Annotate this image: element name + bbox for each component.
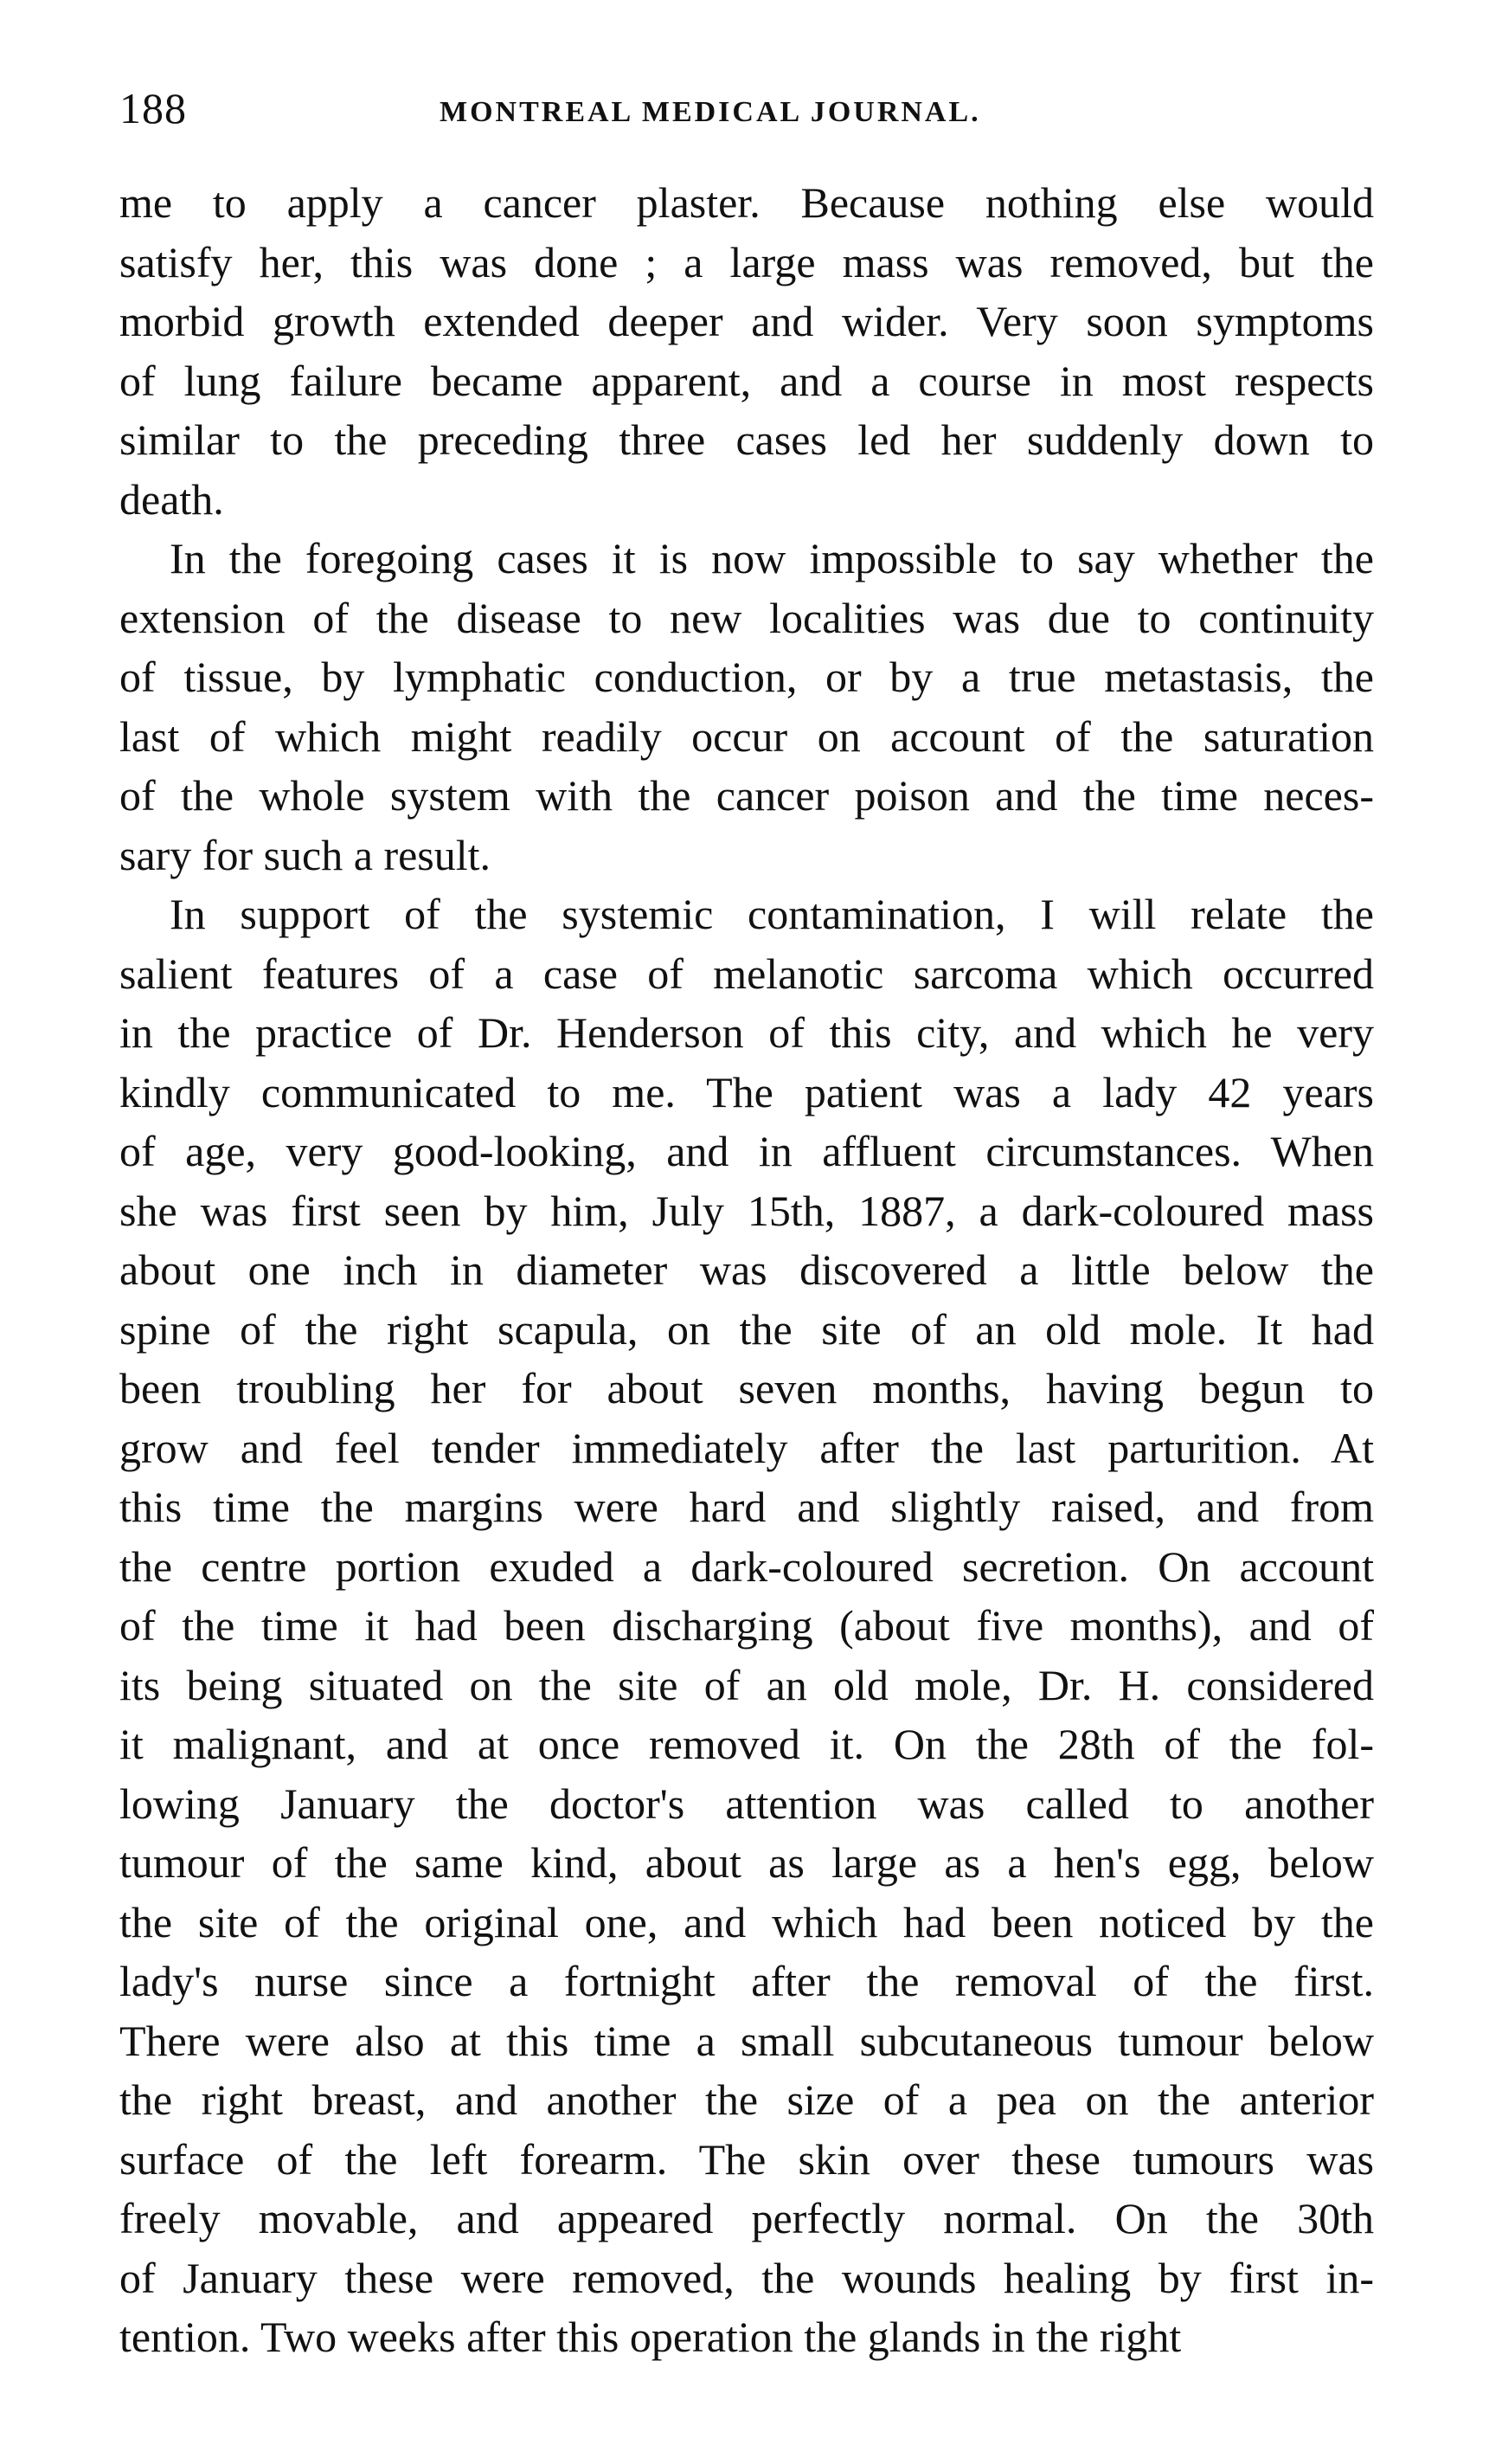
text-line: the right breast, and another the size of a pea on the anterior [119, 2075, 1374, 2124]
text-line: of the whole system with the cancer poison and the time neces- [119, 771, 1374, 820]
page-number: 188 [119, 84, 187, 132]
page-header [119, 82, 1374, 143]
paragraph [119, 173, 1374, 529]
text-line: grow and feel tender immediately after the last parturition. At [119, 1423, 1374, 1472]
text-line: me to apply a cancer plaster. Because nothing else would [119, 178, 1374, 227]
text-line: she was first seen by him, July 15th, 1887, a dark-coloured mass [119, 1186, 1374, 1235]
text-line: of tissue, by lymphatic conduction, or by a true metastasis, the [119, 653, 1374, 701]
body-text [119, 173, 1374, 2367]
text-line: this time the margins were hard and slightly raised, and from [119, 1483, 1374, 1531]
text-line: tumour of the same kind, about as large as a hen's egg, below [119, 1838, 1374, 1887]
text-line: death. [119, 474, 224, 524]
text-line: similar to the preceding three cases led her suddenly down to [119, 415, 1374, 464]
text-line: about one inch in diameter was discovered a little below the [119, 1245, 1374, 1294]
text-line: been troubling her for about seven months, having begun to [119, 1364, 1374, 1412]
text-line: In support of the systemic contamination, I will relate the [170, 890, 1374, 938]
text-line: kindly communicated to me. The patient was a lady 42 years [119, 1067, 1374, 1116]
text-line: lowing January the doctor's attention was called to another [119, 1779, 1374, 1828]
text-line: the centre portion exuded a dark-coloured secretion. On account [119, 1541, 1374, 1591]
text-line: in the practice of Dr. Henderson of this city, and which he very [119, 1008, 1374, 1057]
text-line: satisfy her, this was done ; a large mass was removed, but the [119, 237, 1374, 286]
text-line: freely movable, and appeared perfectly normal. On the 30th [119, 2194, 1374, 2242]
text-line: There were also at this time a small subcutaneous tumour below [119, 2016, 1374, 2065]
text-line: extension of the disease to new localities was due to continuity [119, 593, 1374, 642]
text-line: morbid growth extended deeper and wider. Very soon symptoms [119, 297, 1374, 345]
text-line: spine of the right scapula, on the site of an old mole. It had [119, 1304, 1374, 1354]
text-line: its being situated on the site of an old mole, Dr. H. considered [119, 1660, 1374, 1709]
paragraph [119, 885, 1374, 2367]
text-line: of age, very good-looking, and in affluent circumstances. When [119, 1127, 1374, 1175]
paragraph [119, 529, 1374, 885]
text-line: In the foregoing cases it is now impossible to say whether the [170, 534, 1374, 582]
text-line: tention. Two weeks after this operation the glands in the right [119, 2313, 1182, 2361]
text-line: sary for such a result. [119, 830, 491, 879]
text-line: lady's nurse since a fortnight after the removal of the first. [119, 1957, 1374, 2005]
text-line: it malignant, and at once removed it. On the 28th of the fol- [119, 1720, 1374, 1768]
text-line: last of which might readily occur on account of the saturation [119, 711, 1374, 761]
text-line: surface of the left forearm. The skin over these tumours was [119, 2134, 1374, 2184]
text-line: of January these were removed, the wounds healing by first in- [119, 2253, 1374, 2302]
running-head: MONTREAL MEDICAL JOURNAL. [440, 96, 981, 128]
text-line: salient features of a case of melanotic sarcoma which occurred [119, 949, 1374, 998]
text-line: the site of the original one, and which had been noticed by the [119, 1897, 1374, 1946]
text-line: of lung failure became apparent, and a course in most respects [119, 356, 1374, 405]
text-line: of the time it had been discharging (about five months), and of [119, 1601, 1374, 1650]
